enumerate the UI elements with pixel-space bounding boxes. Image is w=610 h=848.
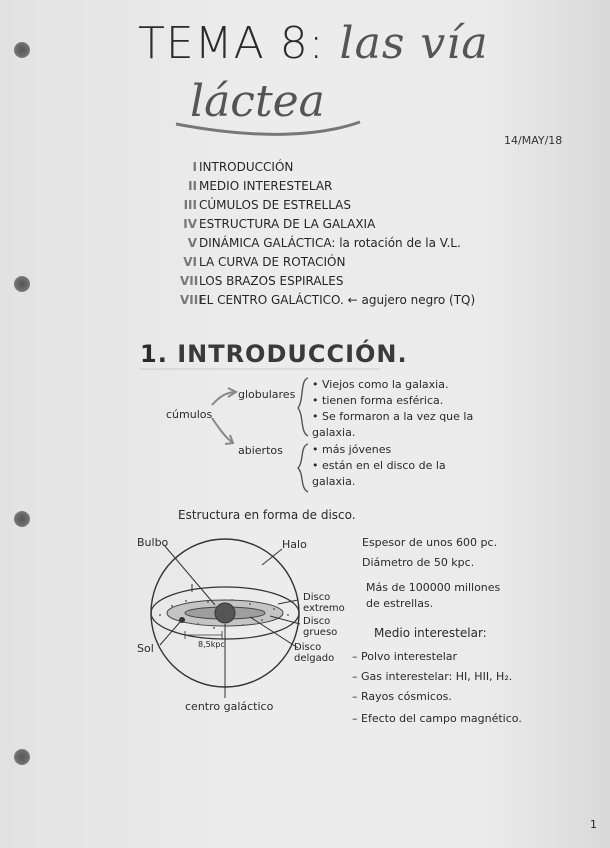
distance-label: 8,5kpc <box>198 640 225 649</box>
abiertos-label: abiertos <box>238 444 283 457</box>
page-title-line-2: láctea <box>190 76 325 127</box>
section-number: 1. <box>140 340 168 368</box>
list-item: – Efecto del campo magnético. <box>352 712 522 725</box>
medio-title: Medio interestelar: <box>374 626 487 640</box>
brace-globulares <box>298 378 308 436</box>
structure-heading: Estructura en forma de disco. <box>178 508 356 522</box>
title-part-1: TEMA 8: <box>138 18 325 69</box>
list-item: • más jóvenes <box>312 443 392 456</box>
toc-item: VIILOS BRAZOS ESPIRALES <box>180 274 344 288</box>
diametro-text: Diámetro de 50 kpc. <box>362 556 475 569</box>
sol-label: Sol <box>137 642 154 655</box>
section-title: INTRODUCCIÓN. <box>177 340 408 368</box>
estrellas-text: Más de 100000 millones de estrellas. <box>366 581 501 610</box>
globulares-label: globulares <box>238 388 296 401</box>
list-item: • Se formaron a la vez que la galaxia. <box>312 410 474 439</box>
toc-item: V DINÁMICA GALÁCTICA: la rotación de la V.L. <box>187 236 461 250</box>
bulge <box>215 603 235 623</box>
toc-item: IV ESTRUCTURA DE LA GALAXIA <box>183 217 376 231</box>
title-part-2: las vía <box>339 18 489 69</box>
galaxy-diagram <box>151 539 300 698</box>
bulbo-label: Bulbo <box>137 536 169 549</box>
page-number: 1 <box>590 818 597 831</box>
date-label: 14/MAY/18 <box>504 134 563 147</box>
sol-leader <box>160 622 180 645</box>
list-item: • tienen forma esférica. <box>312 394 444 407</box>
disco-extremo-leader <box>278 600 298 604</box>
toc-item: VIIIEL CENTRO GALÁCTICO. ← agujero negro (TQ) <box>180 293 476 307</box>
toc-item: VI LA CURVA DE ROTACIÓN <box>183 255 346 269</box>
arrow-globulares <box>212 392 234 405</box>
bulbo-leader <box>164 545 215 605</box>
list-item: • están en el disco de la galaxia. <box>312 459 446 488</box>
centro-galactico-label: centro galáctico <box>185 700 274 713</box>
list-item: • Viejos como la galaxia. <box>312 378 449 391</box>
list-item: – Gas interestelar: HI, HII, H₂. <box>352 670 513 683</box>
toc-item: III CÚMULOS DE ESTRELLAS <box>183 198 351 212</box>
espesor-text: Espesor de unos 600 pc. <box>362 536 498 549</box>
toc-item: I INTRODUCCIÓN <box>192 160 294 174</box>
disco-grueso-label: Disco grueso <box>303 616 338 638</box>
list-item: – Rayos cósmicos. <box>352 690 452 703</box>
brace-abiertos <box>298 444 308 492</box>
arrow-abiertos <box>212 418 232 442</box>
disco-extremo-label: Disco extremo <box>303 592 345 614</box>
title-flourish <box>176 122 360 134</box>
cumulos-label: cúmulos <box>166 408 213 421</box>
disco-delgado-label: Disco delgado <box>294 642 335 664</box>
halo-label: Halo <box>282 538 307 551</box>
list-item: – Polvo interestelar <box>352 650 458 663</box>
toc-item: II MEDIO INTERESTELAR <box>188 179 333 193</box>
